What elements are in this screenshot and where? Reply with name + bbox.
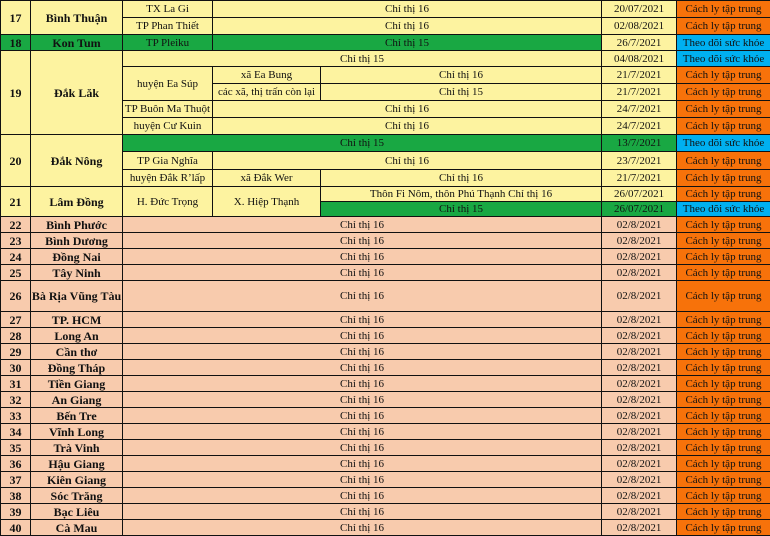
measure-cell: Chỉ thị 16 [123, 265, 602, 281]
date-cell: 26/07/2021 [602, 202, 677, 217]
status-cell: Cách ly tập trung [677, 376, 770, 392]
status-cell: Cách ly tập trung [677, 344, 770, 360]
table-row [1, 233, 770, 249]
date-cell: 02/8/2021 [602, 392, 677, 408]
date-cell: 02/8/2021 [602, 520, 677, 536]
date-cell: 20/07/2021 [602, 1, 677, 18]
date-cell: 02/8/2021 [602, 408, 677, 424]
status-cell: Theo dõi sức khỏe [677, 202, 770, 217]
table-row [1, 424, 770, 440]
row-number: 24 [1, 249, 31, 265]
row-number: 29 [1, 344, 31, 360]
province-name: An Giang [31, 392, 123, 408]
date-cell: 24/7/2021 [602, 101, 677, 118]
table-row [1, 520, 770, 536]
measure-cell: Chỉ thị 16 [321, 170, 602, 187]
status-cell: Cách ly tập trung [677, 424, 770, 440]
date-cell: 23/7/2021 [602, 152, 677, 170]
province-name: Cần thơ [31, 344, 123, 360]
status-cell: Cách ly tập trung [677, 233, 770, 249]
date-cell: 21/7/2021 [602, 84, 677, 101]
province-name: Lâm Đồng [31, 187, 123, 217]
status-cell: Cách ly tập trung [677, 118, 770, 135]
table-row [1, 376, 770, 392]
date-cell: 02/8/2021 [602, 249, 677, 265]
status-cell: Cách ly tập trung [677, 217, 770, 233]
area-cell: TP Phan Thiết [123, 18, 213, 35]
status-cell: Cách ly tập trung [677, 84, 770, 101]
date-cell: 02/8/2021 [602, 440, 677, 456]
table-row [1, 392, 770, 408]
status-cell: Cách ly tập trung [677, 187, 770, 202]
date-cell: 04/08/2021 [602, 51, 677, 67]
province-name: Bình Dương [31, 233, 123, 249]
area-cell: huyện Cư Kuin [123, 118, 213, 135]
date-cell: 02/8/2021 [602, 328, 677, 344]
table-row [1, 504, 770, 520]
row-number: 22 [1, 217, 31, 233]
province-name: Hậu Giang [31, 456, 123, 472]
row-number: 18 [1, 35, 31, 51]
area-cell: TP Gia Nghĩa [123, 152, 213, 170]
row-number: 26 [1, 281, 31, 312]
status-cell: Cách ly tập trung [677, 170, 770, 187]
province-name: Bạc Liêu [31, 504, 123, 520]
status-cell: Theo dõi sức khỏe [677, 135, 770, 152]
status-cell: Cách ly tập trung [677, 67, 770, 84]
status-cell: Cách ly tập trung [677, 504, 770, 520]
status-cell: Cách ly tập trung [677, 360, 770, 376]
measure-cell: Chỉ thị 16 [123, 520, 602, 536]
measure-cell: Chỉ thị 16 [213, 152, 602, 170]
measure-cell: Chỉ thị 16 [123, 233, 602, 249]
province-name: Bình Thuận [31, 1, 123, 35]
measure-cell: Chỉ thị 16 [213, 118, 602, 135]
measure-cell: Chỉ thị 16 [213, 101, 602, 118]
measure-cell: Chỉ thị 15 [123, 51, 602, 67]
province-name: Sóc Trăng [31, 488, 123, 504]
district-cell: huyện Đắk R’lấp [123, 170, 213, 187]
date-cell: 02/8/2021 [602, 472, 677, 488]
measure-cell: Chỉ thị 16 [213, 1, 602, 18]
measure-cell: Chỉ thị 15 [321, 84, 602, 101]
table-row [1, 217, 770, 233]
area-cell: TP Pleiku [123, 35, 213, 51]
measure-cell: Chỉ thị 16 [123, 504, 602, 520]
province-name: Tây Ninh [31, 265, 123, 281]
status-cell: Cách ly tập trung [677, 265, 770, 281]
measure-cell: Chỉ thị 16 [213, 18, 602, 35]
date-cell: 02/08/2021 [602, 18, 677, 35]
status-cell: Theo dõi sức khỏe [677, 51, 770, 67]
table-row [1, 440, 770, 456]
status-cell: Cách ly tập trung [677, 408, 770, 424]
measure-cell: Chỉ thị 15 [123, 135, 602, 152]
row-number: 21 [1, 187, 31, 217]
row-number: 32 [1, 392, 31, 408]
row-number: 17 [1, 1, 31, 35]
date-cell: 02/8/2021 [602, 312, 677, 328]
status-cell: Cách ly tập trung [677, 328, 770, 344]
measure-cell: Chỉ thị 16 [123, 376, 602, 392]
province-name: Trà Vinh [31, 440, 123, 456]
province-name: Bến Tre [31, 408, 123, 424]
province-name: Long An [31, 328, 123, 344]
row-number: 39 [1, 504, 31, 520]
table-row [1, 312, 770, 328]
measure-cell: Chỉ thị 16 [123, 328, 602, 344]
date-cell: 02/8/2021 [602, 360, 677, 376]
row-number: 35 [1, 440, 31, 456]
status-cell: Theo dõi sức khỏe [677, 35, 770, 51]
measure-cell: Chỉ thị 16 [123, 217, 602, 233]
measure-cell: Chỉ thị 16 [123, 472, 602, 488]
commune-cell: xã Đắk Wer [213, 170, 321, 187]
status-cell: Cách ly tập trung [677, 281, 770, 312]
date-cell: 02/8/2021 [602, 504, 677, 520]
measure-cell: Chỉ thị 15 [321, 202, 602, 217]
date-cell: 13/7/2021 [602, 135, 677, 152]
table-row [1, 456, 770, 472]
table-row [1, 488, 770, 504]
measure-cell: Chỉ thị 16 [123, 408, 602, 424]
measure-cell: Chỉ thị 16 [123, 424, 602, 440]
date-cell: 24/7/2021 [602, 118, 677, 135]
district-cell: H. Đức Trọng [123, 187, 213, 217]
row-number: 27 [1, 312, 31, 328]
commune-cell: X. Hiệp Thạnh [213, 187, 321, 217]
row-number: 28 [1, 328, 31, 344]
province-name: TP. HCM [31, 312, 123, 328]
table-row [1, 408, 770, 424]
date-cell: 02/8/2021 [602, 281, 677, 312]
province-name: Tiền Giang [31, 376, 123, 392]
province-name: Đồng Tháp [31, 360, 123, 376]
area-cell: TP Buôn Ma Thuột [123, 101, 213, 118]
status-cell: Cách ly tập trung [677, 392, 770, 408]
measure-cell: Chỉ thị 16 [123, 249, 602, 265]
status-cell: Cách ly tập trung [677, 472, 770, 488]
date-cell: 21/7/2021 [602, 170, 677, 187]
status-cell: Cách ly tập trung [677, 1, 770, 18]
status-cell: Cách ly tập trung [677, 520, 770, 536]
date-cell: 02/8/2021 [602, 456, 677, 472]
measure-cell: Chỉ thị 16 [123, 392, 602, 408]
row-number: 34 [1, 424, 31, 440]
row-number: 19 [1, 51, 31, 135]
status-cell: Cách ly tập trung [677, 456, 770, 472]
date-cell: 02/8/2021 [602, 488, 677, 504]
province-name: Bà Rịa Vũng Tàu [31, 281, 123, 312]
date-cell: 02/8/2021 [602, 376, 677, 392]
table-row [1, 328, 770, 344]
measure-cell: Chỉ thị 16 [123, 456, 602, 472]
row-number: 40 [1, 520, 31, 536]
date-cell: 02/8/2021 [602, 217, 677, 233]
measure-cell: Chỉ thị 16 [123, 344, 602, 360]
status-cell: Cách ly tập trung [677, 18, 770, 35]
date-cell: 26/07/2021 [602, 187, 677, 202]
status-cell: Cách ly tập trung [677, 312, 770, 328]
measure-cell: Chỉ thị 16 [321, 67, 602, 84]
row-number: 31 [1, 376, 31, 392]
status-cell: Cách ly tập trung [677, 488, 770, 504]
district-cell: huyện Ea Súp [123, 67, 213, 101]
table-row [1, 472, 770, 488]
table-row [1, 281, 770, 312]
row-number: 37 [1, 472, 31, 488]
status-cell: Cách ly tập trung [677, 101, 770, 118]
measure-cell: Chỉ thị 15 [213, 35, 602, 51]
table-row [1, 265, 770, 281]
row-number: 33 [1, 408, 31, 424]
date-cell: 02/8/2021 [602, 233, 677, 249]
row-number: 36 [1, 456, 31, 472]
province-name: Kiên Giang [31, 472, 123, 488]
province-name: Đắk Nông [31, 135, 123, 187]
row-number: 25 [1, 265, 31, 281]
row-number: 20 [1, 135, 31, 187]
measure-cell: Chỉ thị 16 [123, 488, 602, 504]
date-cell: 02/8/2021 [602, 265, 677, 281]
measure-cell: Chỉ thị 16 [123, 360, 602, 376]
province-name: Kon Tum [31, 35, 123, 51]
row-number: 23 [1, 233, 31, 249]
row-number: 30 [1, 360, 31, 376]
table-row [1, 249, 770, 265]
status-cell: Cách ly tập trung [677, 249, 770, 265]
status-cell: Cách ly tập trung [677, 152, 770, 170]
date-cell: 21/7/2021 [602, 67, 677, 84]
status-cell: Cách ly tập trung [677, 440, 770, 456]
province-name: Vĩnh Long [31, 424, 123, 440]
measure-cell: Chỉ thị 16 [123, 440, 602, 456]
province-name: Đắk Lăk [31, 51, 123, 135]
table-row [1, 360, 770, 376]
measure-cell: Chỉ thị 16 [123, 281, 602, 312]
commune-cell: xã Ea Bung [213, 67, 321, 84]
province-name: Đồng Nai [31, 249, 123, 265]
row-number: 38 [1, 488, 31, 504]
table-row [1, 344, 770, 360]
date-cell: 02/8/2021 [602, 424, 677, 440]
measure-cell: Chỉ thị 16 [123, 312, 602, 328]
province-name: Cà Mau [31, 520, 123, 536]
measure-cell: Thôn Fi Nôm, thôn Phú Thạnh Chỉ thị 16 [321, 187, 602, 202]
area-cell: TX La Gi [123, 1, 213, 18]
commune-cell: các xã, thị trấn còn lại [213, 84, 321, 101]
date-cell: 26/7/2021 [602, 35, 677, 51]
province-name: Bình Phước [31, 217, 123, 233]
date-cell: 02/8/2021 [602, 344, 677, 360]
